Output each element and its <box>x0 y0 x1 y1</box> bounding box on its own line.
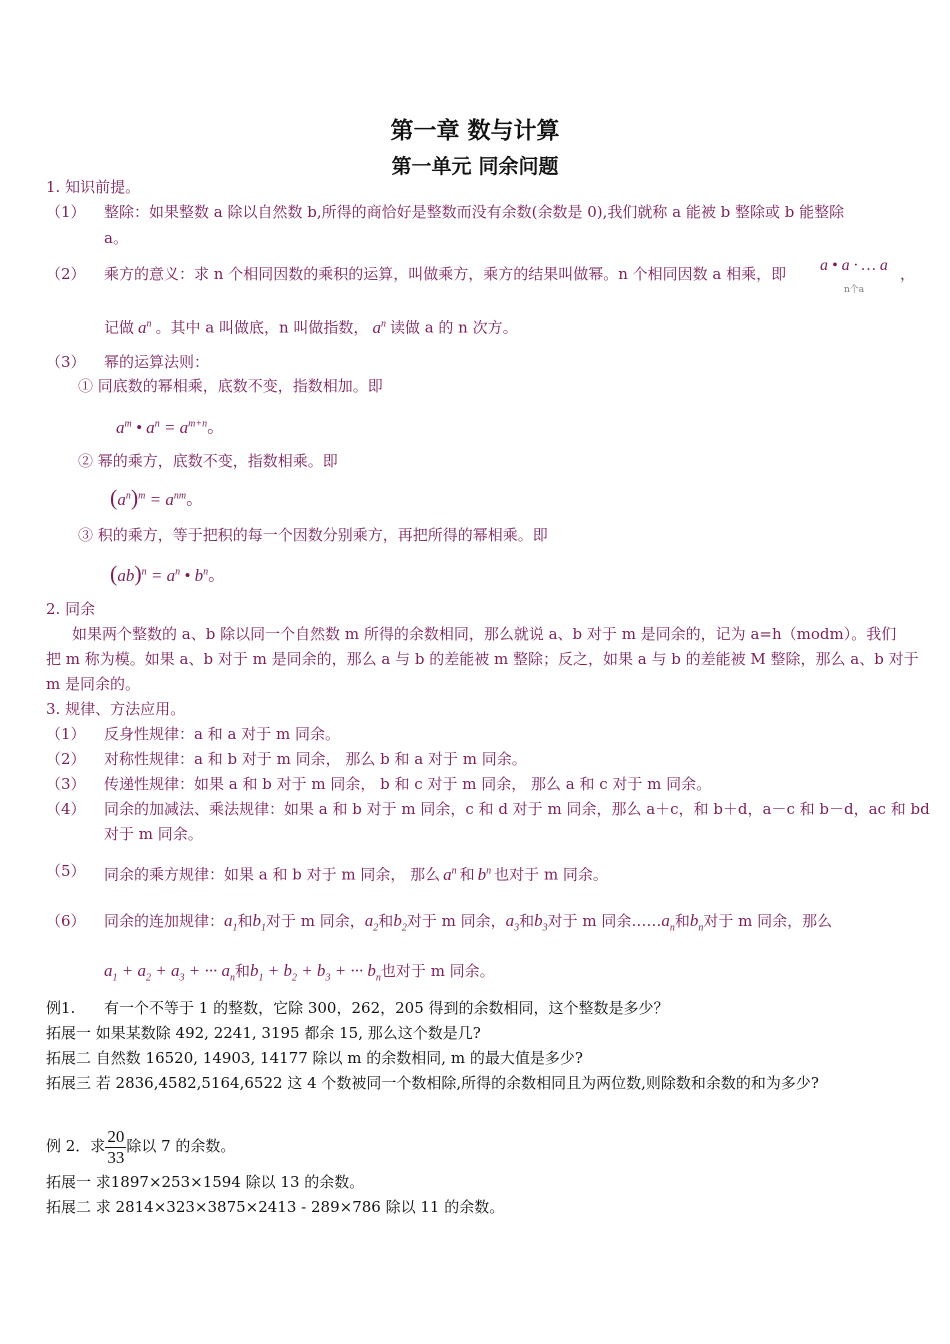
punctuation: ， <box>900 265 916 283</box>
power-notation-text: 记做 $a^n$ 。其中 a 叫做底，n 叫做指数， $a^n$ 读做 a 的 n 次方。 <box>104 317 518 337</box>
transitive-rule: 传递性规律：如果 a 和 b 对于 m 同余， b 和 c 对于 m 同余， 那么 a 和 c 对于 m 同余。 <box>104 775 712 793</box>
arithmetic-rule-cont: 对于 m 同余。 <box>104 825 203 843</box>
power-product-underbrace: n个a <box>844 285 865 295</box>
item-number: （5） <box>46 862 86 880</box>
congruence-definition-cont: 把 m 称为模。如果 a、b 对于 m 是同余的，那么 a 与 b 的差能被 m 整除；反之，如果 a 与 b 的差能被 M 整除，那么 a、b 对于 <box>46 650 919 668</box>
extension-2: 拓展二 自然数 16520, 14903, 14177 除以 m 的余数相同, m 的最大值是多少? <box>46 1049 583 1067</box>
section-1-heading: 1. 知识前提。 <box>46 178 141 196</box>
item-number: （2） <box>46 265 86 283</box>
item-number: （3） <box>46 775 86 793</box>
item-number: （6） <box>46 912 86 930</box>
rule-1-formula: $a^m$ • $a^n = a^{m+n}$。 <box>116 417 225 437</box>
item-number: （1） <box>46 725 86 743</box>
item-number: （4） <box>46 800 86 818</box>
rule-3-label: ③ 积的乘方，等于把积的每一个因数分别乘方，再把所得的幂相乘。即 <box>78 526 548 544</box>
power-congruence-rule: 同余的乘方规律：如果 a 和 b 对于 m 同余， 那么 $a^n$ 和 $b^n$ 也对于 m 同余。 <box>104 864 608 884</box>
rule-1-label: ① 同底数的幂相乘，底数不变，指数相加。即 <box>78 377 383 395</box>
congruence-definition: 如果两个整数的 a、b 除以同一个自然数 m 所得的余数相同，那么就说 a、b 对于 m 是同余的，记为 a=h（modm）。我们 <box>72 625 897 643</box>
rule-3-formula: $(ab)^n = a^n$ • $b^n$。 <box>110 560 226 586</box>
power-definition-text: 乘方的意义：求 n 个相同因数的乘积的运算，叫做乘方，乘方的结果叫做幂。n 个相同因数 a 相乘，即 <box>104 265 787 283</box>
example-1-text: 有一个不等于 1 的整数，它除 300，262，205 得到的余数相同，这个整数是多少？ <box>104 999 669 1017</box>
example-2-extension-1: 拓展一 求1897×253×1594 除以 13 的余数。 <box>46 1173 365 1191</box>
congruence-definition-end: m 是同余的。 <box>46 675 140 693</box>
power-rules-heading: 幂的运算法则： <box>104 353 210 371</box>
extension-3: 拓展三 若 2836,4582,5164,6522 这 4 个数被同一个数相除,所得的余数相同且为两位数,则除数和余数的和为多少? <box>46 1074 819 1092</box>
sum-congruence-rule: 同余的连加规律：$a_1$和$b_1$对于 m 同余，$a_2$和$b_2$对于 ⅿ 同余，$a_3$和$b_3$对于 m 同余$\dots\dots a_n$和$b_n$对于 m 同余，那么 <box>104 911 833 934</box>
power-product-formula: a • a · … a <box>820 257 888 274</box>
rule-2-formula: $(a^n)^m = a^{nm}$。 <box>110 484 204 510</box>
unit-title: 第一单元 同余问题 <box>391 154 559 178</box>
rule-2-label: ② 幂的乘方，底数不变，指数相乘。即 <box>78 452 338 470</box>
reflexive-rule: 反身性规律：a 和 a 对于 m 同余。 <box>104 725 340 743</box>
item-number: （3） <box>46 353 86 371</box>
divisibility-text: 整除：如果整数 a 除以自然数 b,所得的商恰好是整数而没有余数(余数是 0),我们就称 a 能被 b 整除或 b 能整除 <box>104 203 845 221</box>
extension-1: 拓展一 如果某数除 492, 2241, 3195 都余 15, 那么这个数是几? <box>46 1024 481 1042</box>
divisibility-text-cont: a。 <box>104 229 128 247</box>
example-2: 例 2．求 $\frac{20}{33}$ 除以 7 的余数。 <box>46 1126 236 1167</box>
section-2-heading: 2. 同余 <box>46 600 96 618</box>
example-2-extension-2: 拓展二 求 2814×323×3875×2413 - 289×786 除以 11 的余数。 <box>46 1198 505 1216</box>
sum-congruence-formula: $a_1 + a_2 + a_3$ + ··· $a_n$和$b_1 + b_2 + b_3$ + ··· $b_n$也对于 m 同余。 <box>104 961 495 984</box>
symmetric-rule: 对称性规律：a 和 b 对于 m 同余， 那么 b 和 a 对于 m 同余。 <box>104 750 527 768</box>
item-number: （2） <box>46 750 86 768</box>
arithmetic-rule: 同余的加减法、乘法规律：如果 a 和 b 对于 m 同余，c 和 d 对于 m 同余，那么 a＋c，和 b＋d，a－c 和 b－d，ac 和 bd <box>104 800 930 818</box>
chapter-title: 第一章 数与计算 <box>390 117 560 144</box>
item-number: （1） <box>46 203 86 221</box>
example-1-label: 例1. <box>46 999 76 1017</box>
fraction: $\frac{20}{33}$ <box>107 1126 125 1167</box>
section-3-heading: 3. 规律、方法应用。 <box>46 700 186 718</box>
